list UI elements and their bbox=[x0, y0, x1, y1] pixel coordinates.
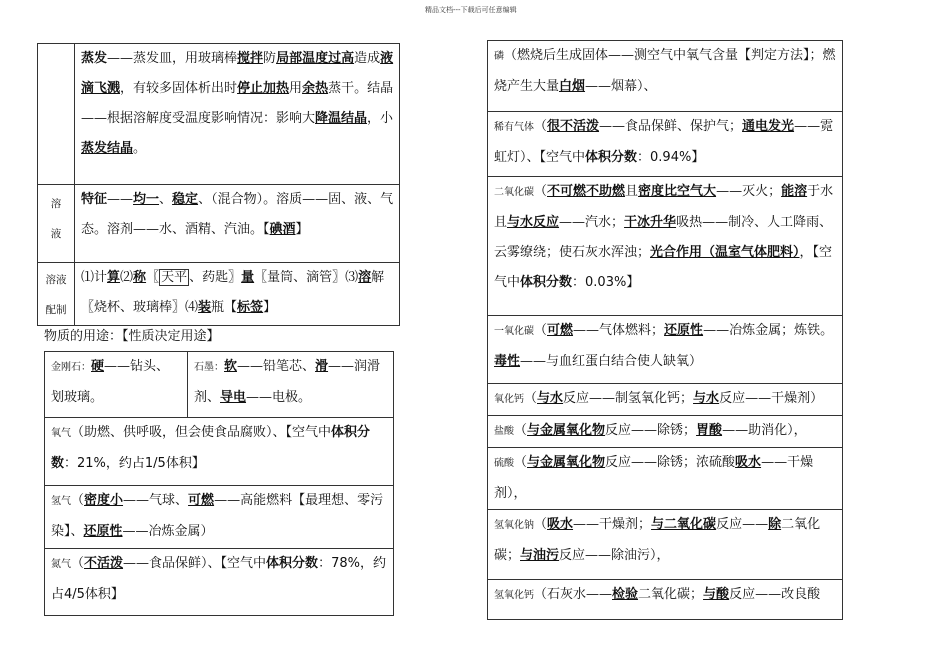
text-run: 稀有气体 bbox=[494, 122, 534, 133]
text-run: （ bbox=[534, 517, 548, 532]
text-run: 与水 bbox=[537, 391, 564, 406]
text-run: 、药匙〗 bbox=[189, 270, 242, 285]
text-run: 不可燃不助燃 bbox=[547, 184, 626, 199]
text-run: （助燃、供呼吸，但会使食品腐败）、【空气中 bbox=[71, 425, 332, 440]
text-run: （ bbox=[534, 119, 548, 134]
text-run: 瓶【 bbox=[211, 300, 238, 315]
text-run: ——铅笔芯、 bbox=[237, 359, 316, 374]
text-run: 毒性 bbox=[494, 354, 521, 369]
text-run: 稳定 bbox=[172, 192, 199, 207]
text-run: 标签 bbox=[237, 300, 264, 315]
noble-gas-cell bbox=[488, 112, 843, 177]
text-run: ，【空气中 bbox=[494, 245, 833, 290]
text-run: 蒸发结晶 bbox=[81, 141, 134, 156]
text-run: 不活泼 bbox=[84, 556, 124, 571]
text-run: 白烟 bbox=[559, 79, 586, 94]
text-run: 与水反应 bbox=[507, 215, 560, 230]
cao-cell bbox=[488, 384, 843, 416]
text-run: —— bbox=[107, 192, 134, 207]
text-run: 反应——改良酸 bbox=[729, 587, 821, 602]
text-run: 装 bbox=[198, 300, 212, 315]
uses-table-left bbox=[44, 351, 394, 616]
text-run: ，小 bbox=[367, 111, 394, 126]
text-run: 金刚石： bbox=[51, 362, 91, 373]
text-run: 与油污 bbox=[520, 548, 560, 563]
text-run: 反应——除锈； bbox=[605, 423, 697, 438]
text-run: ，有较多固体析出时 bbox=[120, 81, 238, 96]
text-run: 与金属氧化物 bbox=[527, 423, 606, 438]
text-run: 】 bbox=[295, 222, 309, 237]
text-run: 〖量筒、滴管〗⑶ bbox=[254, 270, 359, 285]
text-run: 氢氧化钠 bbox=[494, 520, 534, 531]
text-run: 磷 bbox=[494, 51, 504, 62]
solution-cell bbox=[75, 185, 400, 263]
text-run: 与二氧化碳 bbox=[651, 517, 717, 532]
prep-cell bbox=[75, 263, 400, 326]
text-run: 体积分数 bbox=[266, 556, 319, 571]
text-run: 液滴飞溅 bbox=[81, 51, 394, 96]
text-run: 降温结晶 bbox=[315, 111, 368, 126]
evaporation-cell bbox=[75, 44, 400, 185]
text-run: 很不活泼 bbox=[547, 119, 600, 134]
nitrogen-cell bbox=[45, 549, 394, 616]
text-run: 氧化钙 bbox=[494, 394, 524, 405]
text-run: ——食品保鲜）、【空气中 bbox=[123, 556, 267, 571]
text-run: （燃烧后生成固体——测空气中氧气含量【判定方法】；燃烧产生大量 bbox=[494, 48, 836, 94]
hcl-cell bbox=[488, 416, 843, 448]
text-run: 硫酸 bbox=[494, 458, 514, 469]
text-run: 吸热——制冷、人工降雨、云雾缭绕；使石灰水浑浊； bbox=[494, 215, 833, 260]
text-run: 吸水 bbox=[735, 455, 762, 470]
text-run: ——气体燃料； bbox=[573, 323, 665, 338]
text-run: 胃酸 bbox=[696, 423, 723, 438]
text-run: 、（混合物）。溶质——固、液、气态。溶剂——水、酒精、汽油。【 bbox=[81, 192, 394, 237]
usage-title: 物质的用途：【性质决定用途】 bbox=[44, 329, 220, 344]
text-run: ——冶炼金属） bbox=[122, 524, 214, 539]
text-run: （ bbox=[524, 391, 538, 406]
text-run: 与水 bbox=[693, 391, 720, 406]
text-run: 解〖烧杯、玻璃棒〗⑷ bbox=[81, 270, 385, 315]
text-run: ——气球、 bbox=[123, 493, 189, 508]
text-run: （ bbox=[534, 184, 548, 199]
text-run: ——冶炼金属；炼铁。 bbox=[703, 323, 834, 338]
text-run: 反应——除油污）， bbox=[559, 548, 670, 563]
text-run: 特征 bbox=[81, 192, 108, 207]
graphite-cell bbox=[188, 352, 394, 418]
text-run: 于水且 bbox=[494, 184, 834, 230]
text-run: ——烟幕）、 bbox=[585, 79, 657, 94]
text-run: 滑 bbox=[315, 359, 329, 374]
text-run: 溶 bbox=[358, 270, 372, 285]
hydrogen-cell bbox=[45, 486, 394, 549]
text-run: ——干燥剂）， bbox=[494, 455, 814, 501]
text-run: 防 bbox=[263, 51, 277, 66]
text-run: ⑴计 bbox=[81, 270, 108, 285]
text-run: 天平 bbox=[161, 270, 188, 285]
text-run: ——汽水； bbox=[559, 215, 625, 230]
text-run: ——灭火； bbox=[716, 184, 782, 199]
text-run: 量 bbox=[241, 270, 255, 285]
text-run: 。 bbox=[133, 141, 147, 156]
mixtures-table bbox=[37, 43, 400, 326]
caoh2-cell bbox=[488, 580, 843, 620]
h2so4-cell bbox=[488, 448, 843, 510]
text-run: 可燃 bbox=[188, 493, 215, 508]
text-run: 一氧化碳 bbox=[494, 326, 534, 337]
text-run: 碘酒 bbox=[269, 222, 296, 237]
text-run: ——干燥剂； bbox=[573, 517, 652, 532]
text-run: ——润滑剂、 bbox=[194, 359, 381, 405]
text-run: 检验 bbox=[612, 587, 639, 602]
text-run: 二氧化碳； bbox=[494, 517, 821, 563]
text-run: 干冰升华 bbox=[624, 215, 677, 230]
text-run: ——蒸发皿，用玻璃棒 bbox=[107, 51, 238, 66]
text-run: ：78%，约占4/5体积】 bbox=[51, 556, 386, 602]
text-run: 密度比空气大 bbox=[638, 184, 717, 199]
text-run: 可燃 bbox=[547, 323, 574, 338]
text-run: 用 bbox=[289, 81, 303, 96]
text-run: ——钻头、划玻璃。 bbox=[51, 359, 170, 405]
text-run: 、 bbox=[159, 192, 173, 207]
text-run: （ bbox=[71, 556, 85, 571]
text-run: 光合作用（温室气体肥料） bbox=[650, 245, 800, 260]
text-run: 氧气 bbox=[51, 428, 71, 439]
text-run: ：0.03%】 bbox=[572, 275, 640, 290]
text-run: 除 bbox=[768, 517, 782, 532]
prep-label: 溶液 配制 bbox=[38, 263, 75, 326]
text-run: 反应——干燥剂） bbox=[719, 391, 824, 406]
blank-label-cell bbox=[38, 44, 75, 185]
text-run: 】 bbox=[263, 300, 277, 315]
page-header: 精品文档---下载后可任意编辑 bbox=[425, 6, 517, 14]
text-run: 蒸干。结晶——根据溶解度受温度影响情况：影响大 bbox=[81, 81, 394, 126]
text-run: （ bbox=[534, 323, 548, 338]
text-run: ——霓虹灯）、【空气中 bbox=[494, 119, 834, 165]
text-run: （ bbox=[71, 493, 85, 508]
co-cell bbox=[488, 316, 843, 384]
text-run: 还原性 bbox=[83, 524, 123, 539]
text-run: 二氧化碳； bbox=[638, 587, 704, 602]
text-run: 体积分数 bbox=[585, 150, 638, 165]
text-run: （ bbox=[514, 423, 528, 438]
diamond-cell bbox=[45, 352, 188, 418]
text-run: 导电 bbox=[220, 390, 247, 405]
text-run: 算 bbox=[107, 270, 121, 285]
text-run: ——助消化）， bbox=[722, 423, 807, 438]
text-run: 石墨： bbox=[194, 362, 224, 373]
text-run: 与酸 bbox=[703, 587, 730, 602]
oxygen-cell bbox=[45, 418, 394, 486]
text-run: 〖 bbox=[146, 270, 160, 285]
text-run: ——与血红蛋白结合使人缺氧） bbox=[520, 354, 703, 369]
text-run: 且 bbox=[625, 184, 639, 199]
text-run: 搅拌 bbox=[237, 51, 264, 66]
text-run: 盐酸 bbox=[494, 426, 514, 437]
text-run: ——食品保鲜、保护气； bbox=[599, 119, 743, 134]
text-run: 造成 bbox=[354, 51, 381, 66]
uses-table-right bbox=[487, 40, 843, 620]
naoh-cell bbox=[488, 510, 843, 580]
text-run: 软 bbox=[224, 359, 238, 374]
text-run: （ bbox=[514, 455, 528, 470]
text-run: 蒸发 bbox=[81, 51, 108, 66]
text-run: 停止加热 bbox=[237, 81, 290, 96]
text-run: 均一 bbox=[133, 192, 160, 207]
text-run: 二氧化碳 bbox=[494, 187, 534, 198]
text-run: ：0.94%】 bbox=[637, 150, 705, 165]
text-run: 氢氧化钙 bbox=[494, 590, 534, 601]
text-run: ：21%，约占1/5体积】 bbox=[64, 456, 205, 471]
text-run: 局部温度过高 bbox=[276, 51, 355, 66]
text-run: 硬 bbox=[91, 359, 105, 374]
text-run: 密度小 bbox=[84, 493, 124, 508]
phosphorus-cell bbox=[488, 41, 843, 112]
text-run: 氮气 bbox=[51, 559, 71, 570]
text-run: 氢气 bbox=[51, 496, 71, 507]
text-run: 通电发光 bbox=[742, 119, 795, 134]
text-run: （石灰水—— bbox=[534, 587, 613, 602]
text-run: ⑵ bbox=[120, 270, 134, 285]
text-run: 余热 bbox=[302, 81, 329, 96]
text-run: 体积分数 bbox=[51, 425, 371, 471]
text-run: 反应——制氢氧化钙； bbox=[563, 391, 694, 406]
text-run: 反应—— bbox=[716, 517, 769, 532]
text-run: 称 bbox=[133, 270, 147, 285]
text-run: 还原性 bbox=[664, 323, 704, 338]
text-run: 与金属氧化物 bbox=[527, 455, 606, 470]
text-run: ——高能燃料【最理想、零污染】、 bbox=[51, 493, 384, 539]
text-run: ——电极。 bbox=[246, 390, 312, 405]
co2-cell bbox=[488, 177, 843, 316]
text-run: 反应——除锈；浓硫酸 bbox=[605, 455, 736, 470]
text-run: 吸水 bbox=[547, 517, 574, 532]
text-run: 体积分数 bbox=[520, 275, 573, 290]
solution-label: 溶 液 bbox=[38, 185, 75, 263]
text-run: 能溶 bbox=[781, 184, 808, 199]
